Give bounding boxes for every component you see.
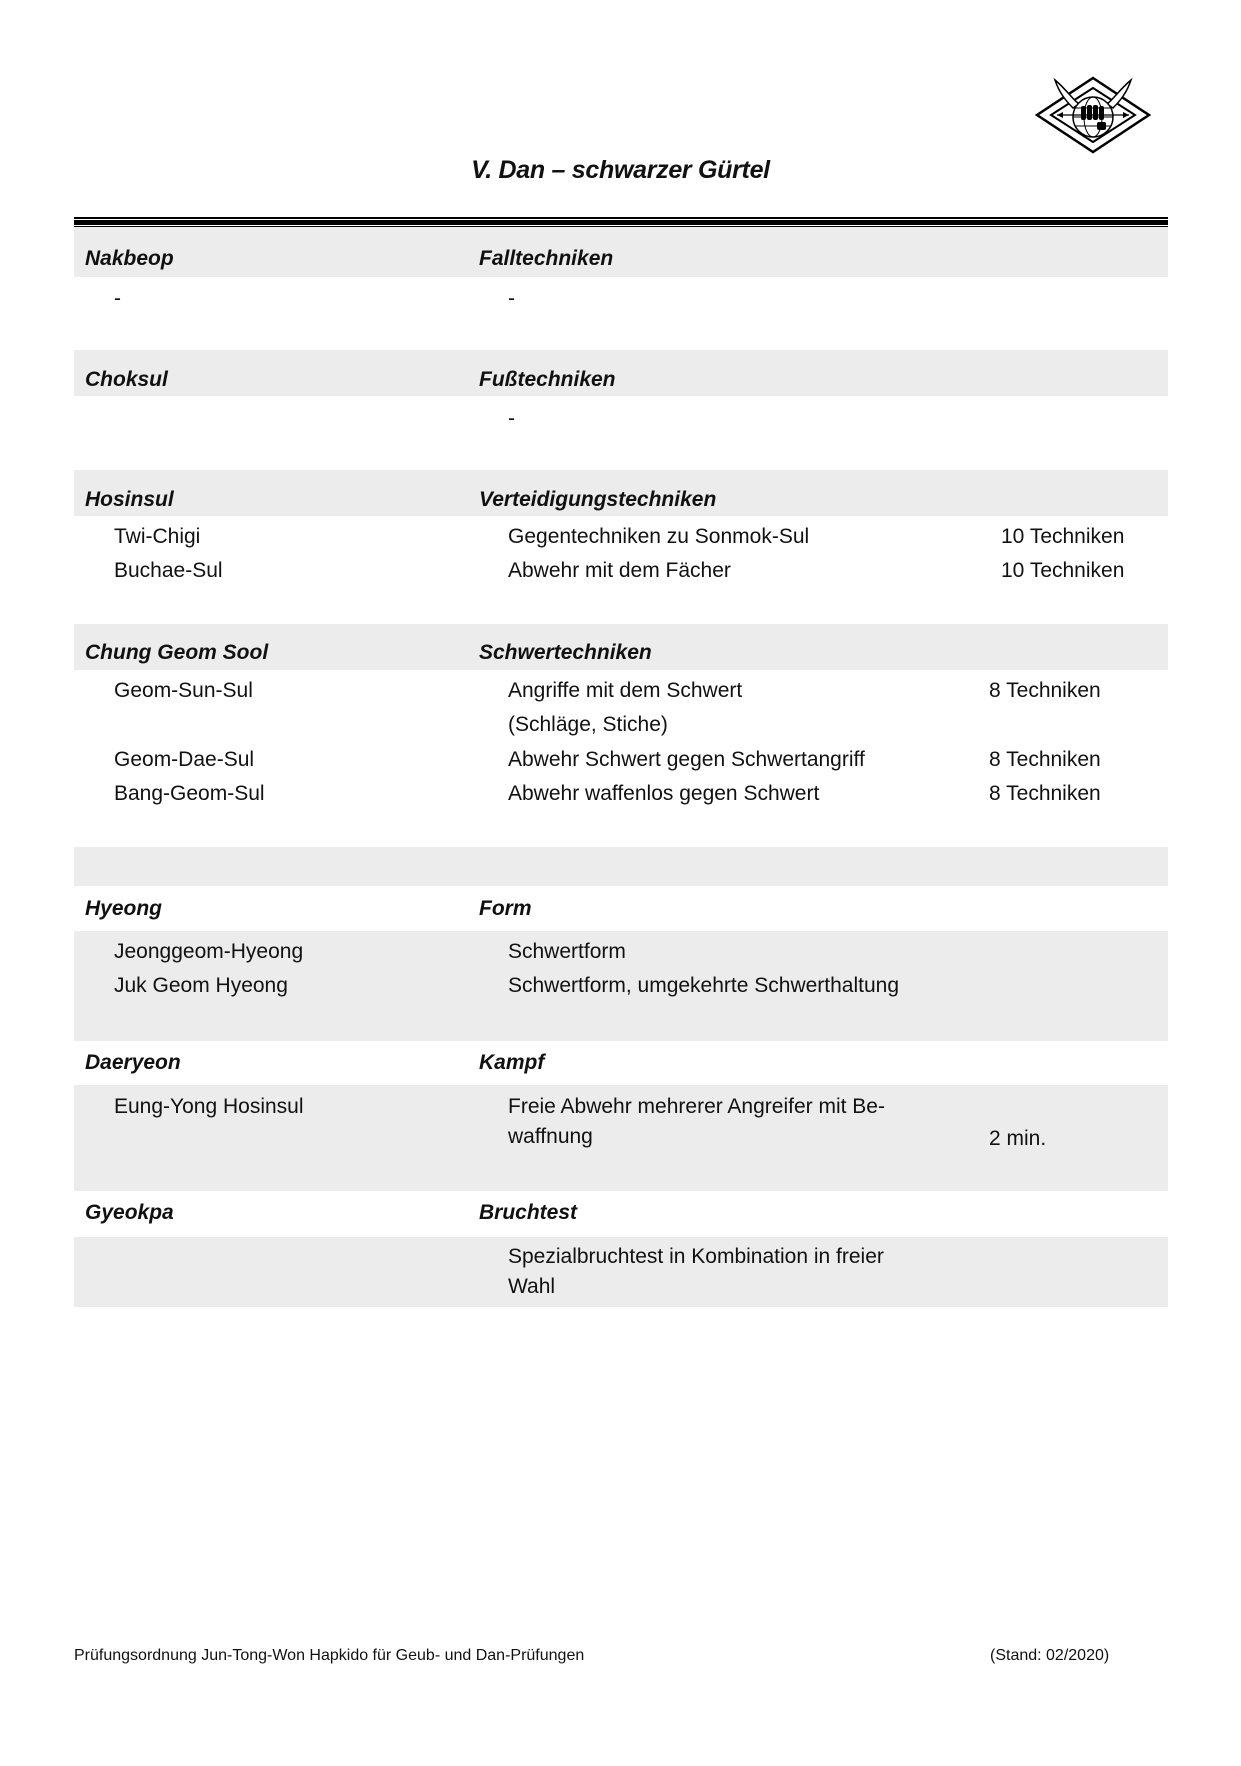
technique-description: Angriffe mit dem Schwert: [508, 679, 743, 702]
technique-description: Freie Abwehr mehrerer Angreifer mit Be-: [508, 1095, 885, 1118]
section-german-name: Falltechniken: [479, 247, 614, 270]
technique-description: Abwehr Schwert gegen Schwertangriff: [508, 748, 865, 771]
technique-name: -: [114, 287, 121, 310]
footer-document-title: Prüfungsordnung Jun-Tong-Won Hapkido für Geub- und Dan-Prüfungen: [74, 1647, 585, 1664]
section-korean-name: Hyeong: [85, 897, 163, 920]
section-korean-name: Gyeokpa: [85, 1201, 174, 1224]
technique-name: Eung-Yong Hosinsul: [114, 1095, 304, 1118]
section-header-band: [74, 227, 1168, 277]
section-korean-name: Hosinsul: [85, 488, 174, 511]
technique-name: Geom-Sun-Sul: [114, 679, 253, 702]
logo-emblem-icon: [1033, 70, 1153, 160]
section-german-name: Kampf: [479, 1051, 545, 1074]
technique-name: Twi-Chigi: [114, 525, 201, 548]
technique-description-continued: (Schläge, Stiche): [508, 713, 668, 736]
section-korean-name: Choksul: [85, 368, 168, 391]
technique-count: 8 Techniken: [989, 679, 1101, 702]
technique-name: Jeonggeom-Hyeong: [114, 940, 304, 963]
section-korean-name: Nakbeop: [85, 247, 174, 270]
technique-name: Buchae-Sul: [114, 559, 223, 582]
technique-description-continued: Wahl: [508, 1275, 556, 1298]
technique-count: 8 Techniken: [989, 748, 1101, 771]
technique-description-continued: waffnung: [508, 1125, 593, 1148]
header-rule: [74, 217, 1168, 227]
technique-description: -: [508, 287, 515, 310]
technique-description: Spezialbruchtest in Kombination in freier: [508, 1245, 884, 1268]
technique-duration: 2 min.: [989, 1127, 1047, 1150]
technique-description: Gegentechniken zu Sonmok-Sul: [508, 525, 810, 548]
empty-band: [74, 847, 1168, 886]
technique-description: Schwertform, umgekehrte Schwerthaltung: [508, 974, 900, 997]
technique-description: Schwertform: [508, 940, 626, 963]
section-korean-name: Chung Geom Sool: [85, 641, 269, 664]
technique-name: Geom-Dae-Sul: [114, 748, 255, 771]
page-title: V. Dan – schwarzer Gürtel: [471, 156, 770, 184]
section-german-name: Form: [479, 897, 532, 920]
section-header-band: [74, 350, 1168, 396]
technique-count: 8 Techniken: [989, 782, 1101, 805]
section-german-name: Verteidigungstechniken: [479, 488, 717, 511]
technique-description: -: [508, 407, 515, 430]
section-german-name: Schwertechniken: [479, 641, 652, 664]
technique-name: Juk Geom Hyeong: [114, 974, 288, 997]
section-german-name: Bruchtest: [479, 1201, 578, 1224]
club-logo: [1033, 70, 1153, 160]
technique-count: 10 Techniken: [1001, 525, 1125, 548]
technique-count: 10 Techniken: [1001, 559, 1125, 582]
section-korean-name: Daeryeon: [85, 1051, 181, 1074]
technique-description: Abwehr mit dem Fächer: [508, 559, 731, 582]
section-german-name: Fußtechniken: [479, 368, 616, 391]
footer-revision-date: (Stand: 02/2020): [990, 1647, 1110, 1664]
technique-description: Abwehr waffenlos gegen Schwert: [508, 782, 820, 805]
technique-name: Bang-Geom-Sul: [114, 782, 265, 805]
